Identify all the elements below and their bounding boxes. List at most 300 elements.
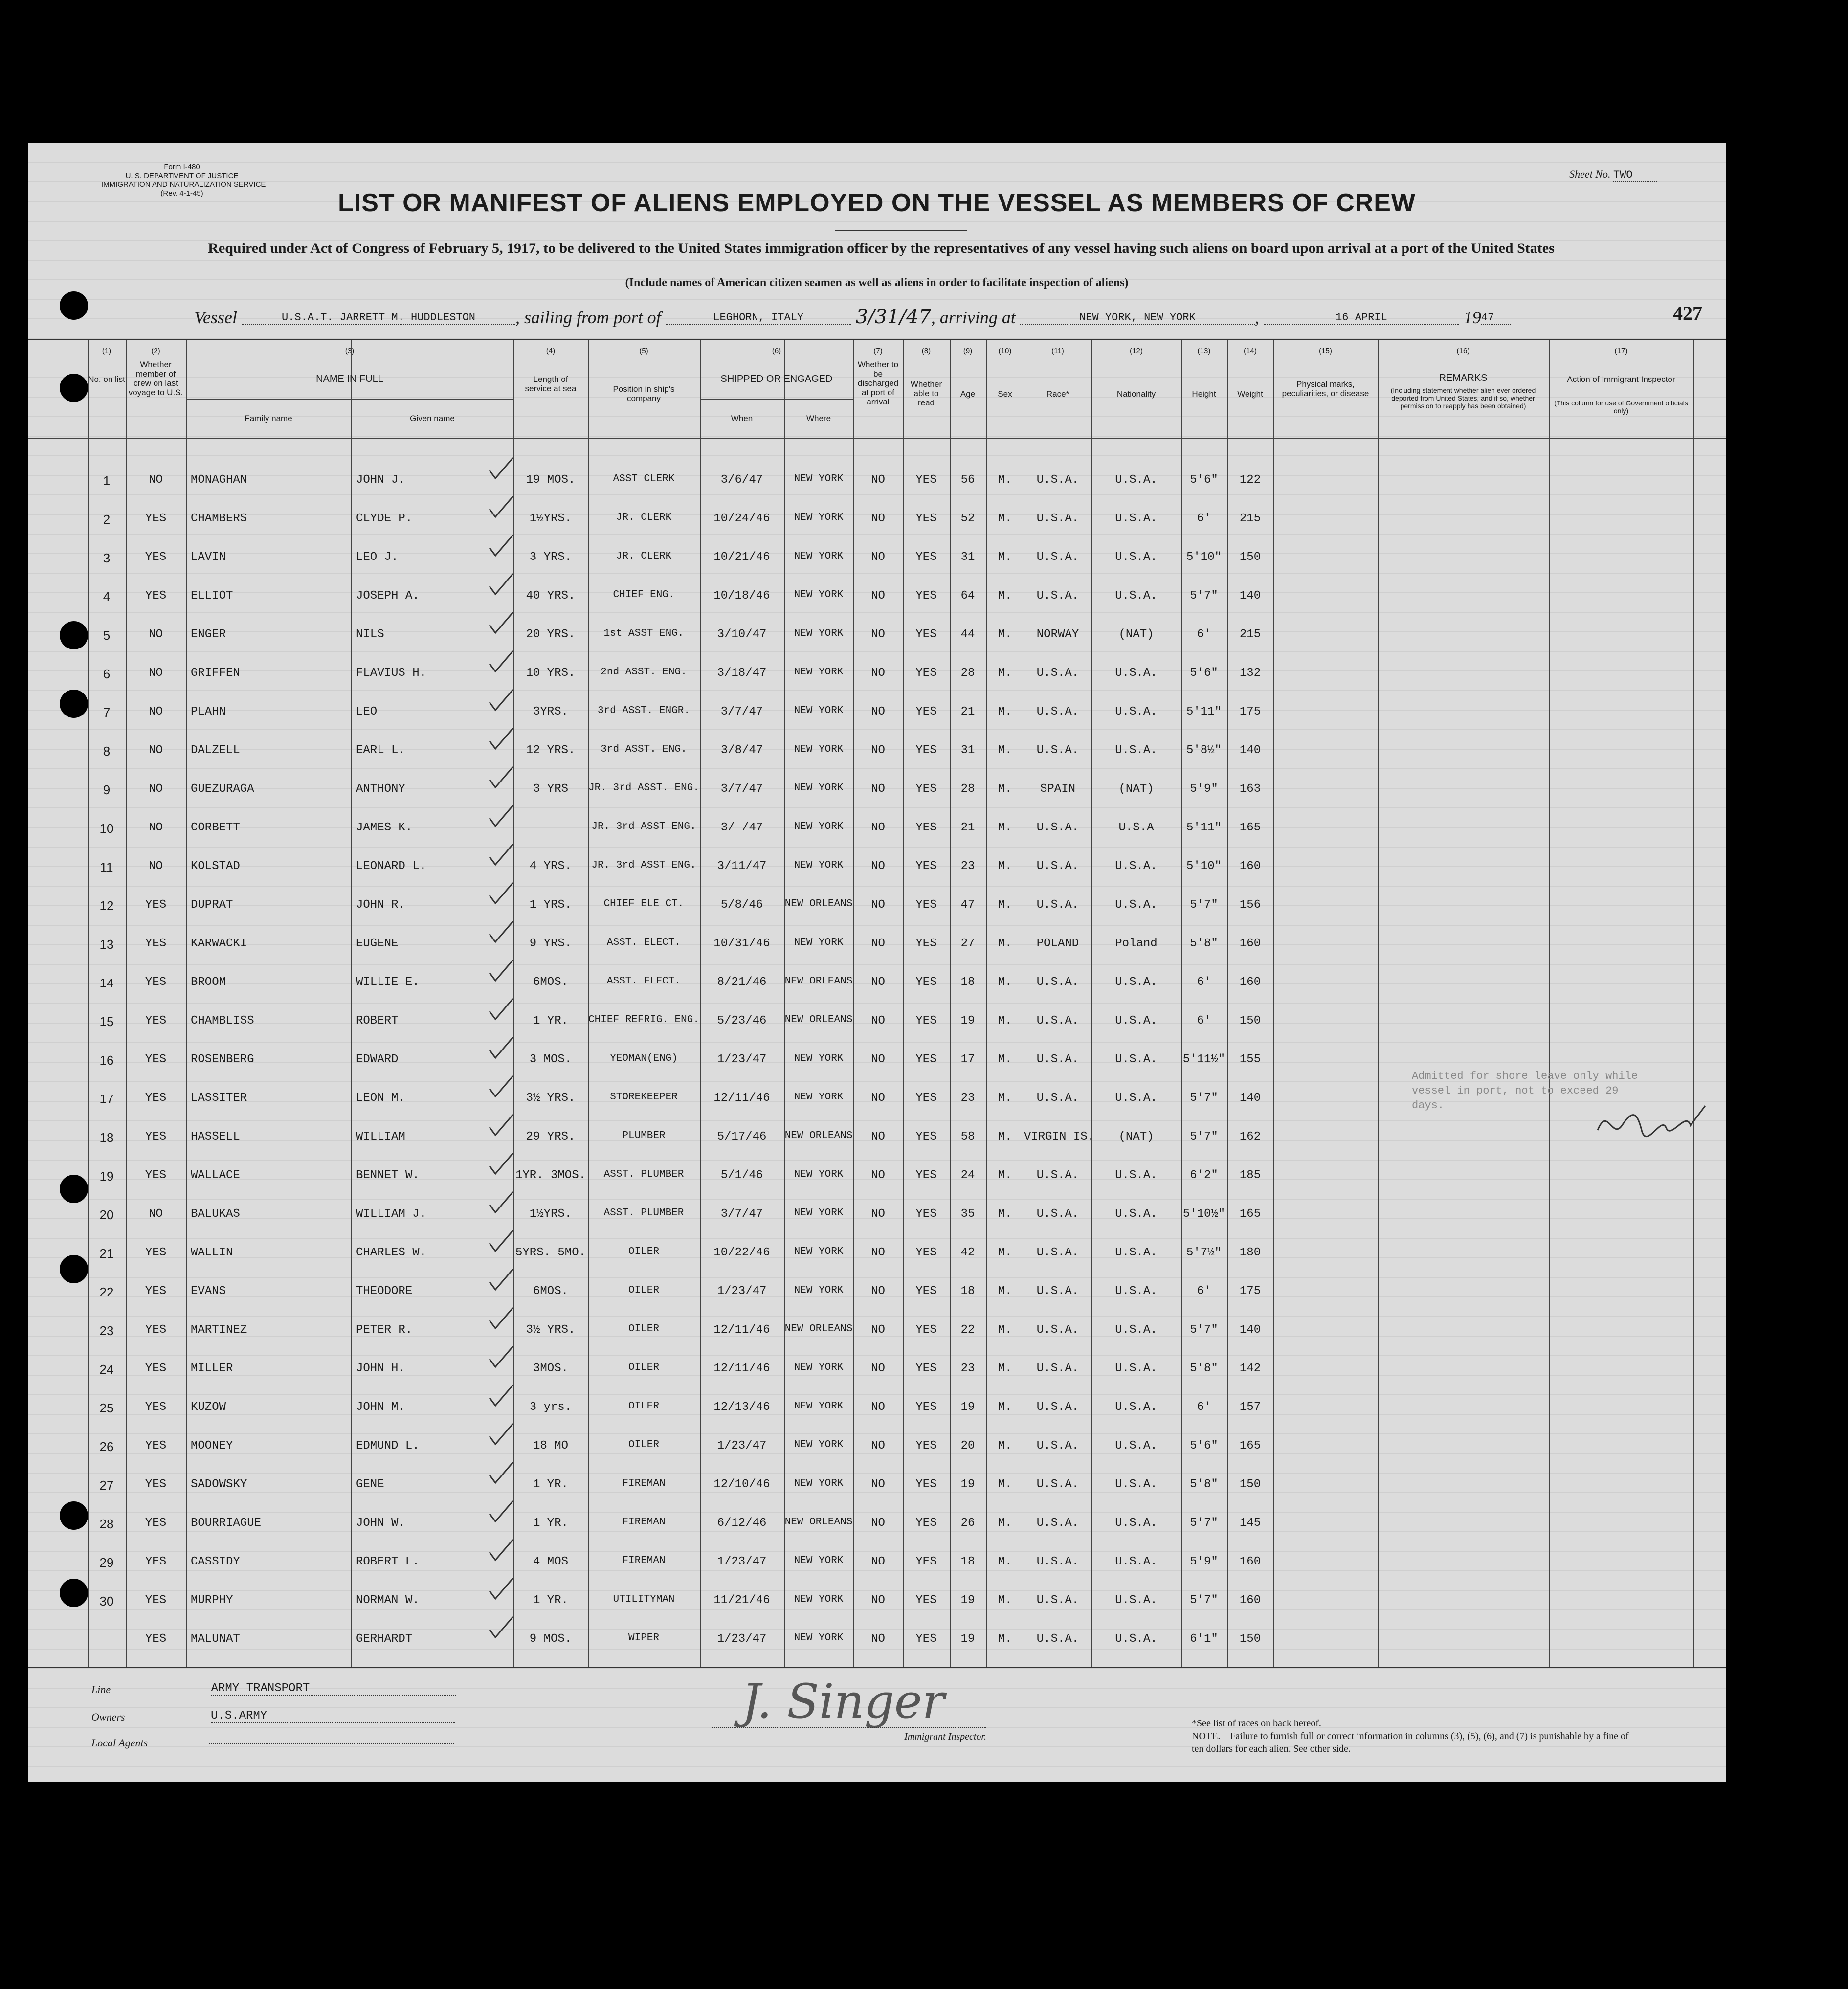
- height-value: 5'7": [1190, 1092, 1218, 1105]
- age-value: 42: [960, 1246, 975, 1259]
- last-voyage-value: NO: [149, 473, 163, 487]
- discharged-value: NO: [871, 1323, 885, 1337]
- weight-value: 163: [1239, 782, 1261, 796]
- weight-value: 122: [1239, 473, 1261, 487]
- able-to-read-value: YES: [915, 628, 937, 641]
- service-length-value: 1½YRS.: [529, 1207, 572, 1221]
- shipped-when-value: 3/7/47: [720, 782, 763, 796]
- height-value: 5'7": [1190, 1594, 1218, 1607]
- race-value: NORWAY: [1036, 628, 1079, 641]
- shipped-where-value: NEW YORK: [794, 1594, 844, 1605]
- able-to-read-value: YES: [915, 1555, 937, 1568]
- check-mark-icon: [488, 881, 515, 906]
- requirement-note: (Include names of American citizen seamen as well as aliens in order to facilitate inspection of aliens): [625, 276, 1129, 289]
- given-name-value: JOHN M.: [356, 1401, 405, 1414]
- position-value: ASST. PLUMBER: [603, 1207, 684, 1219]
- position-value: OILER: [628, 1285, 659, 1296]
- sex-value: M.: [998, 473, 1012, 487]
- row-number: 23: [99, 1323, 114, 1338]
- last-voyage-value: YES: [145, 1555, 167, 1568]
- nationality-value: U.S.A.: [1115, 1053, 1158, 1066]
- last-voyage-value: YES: [145, 1362, 167, 1375]
- able-to-read-value: YES: [915, 1439, 937, 1453]
- punch-hole: [60, 621, 88, 649]
- able-to-read-value: YES: [915, 1092, 937, 1105]
- arrival-port: NEW YORK, NEW YORK: [1020, 312, 1255, 325]
- check-mark-icon: [488, 533, 515, 559]
- last-voyage-value: YES: [145, 1246, 167, 1259]
- position-value: FIREMAN: [622, 1555, 666, 1566]
- height-value: 5'8": [1190, 937, 1218, 950]
- last-voyage-value: YES: [145, 1517, 167, 1530]
- sex-value: M.: [998, 589, 1012, 603]
- height-value: 5'11": [1186, 705, 1222, 718]
- discharged-value: NO: [871, 628, 885, 641]
- inspector-caption: Immigrant Inspector.: [904, 1731, 986, 1742]
- service-length-value: 40 YRS.: [526, 589, 576, 603]
- table-row: [28, 1119, 1726, 1158]
- col3-number: (3): [345, 347, 355, 355]
- family-name-value: BALUKAS: [191, 1207, 240, 1221]
- race-value: U.S.A.: [1036, 898, 1079, 912]
- height-value: 5'7": [1190, 1130, 1218, 1143]
- last-voyage-value: YES: [145, 1594, 167, 1607]
- given-name-value: ROBERT L.: [356, 1555, 420, 1568]
- col17-number: (17): [1614, 347, 1628, 355]
- position-value: ASST. ELECT.: [606, 937, 681, 948]
- family-name-value: WALLACE: [191, 1169, 240, 1182]
- page-title: LIST OR MANIFEST OF ALIENS EMPLOYED ON THE VESSEL AS MEMBERS OF CREW: [338, 189, 1416, 217]
- col10-number: (10): [998, 347, 1012, 355]
- weight-value: 157: [1239, 1401, 1261, 1414]
- footnote: *See list of races on back hereof. NOTE.—Failure to furnish full or correct information in columns (3), (5), (6), and (7) is punishable by a fine of ten dollars for each alien. See other side.: [1192, 1718, 1629, 1754]
- age-value: 26: [960, 1517, 975, 1530]
- race-value: U.S.A.: [1036, 1555, 1079, 1568]
- check-mark-icon: [488, 726, 515, 752]
- age-value: 22: [960, 1323, 975, 1337]
- age-value: 19: [960, 1014, 975, 1028]
- sex-value: M.: [998, 1439, 1012, 1453]
- nationality-value: U.S.A.: [1115, 1555, 1158, 1568]
- nationality-value: U.S.A.: [1115, 1517, 1158, 1530]
- shipped-when-value: 1/23/47: [717, 1632, 767, 1646]
- col11-number: (11): [1051, 347, 1064, 355]
- shipped-when-value: 12/10/46: [713, 1478, 770, 1491]
- given-name-value: JOHN W.: [356, 1517, 405, 1530]
- discharged-value: NO: [871, 512, 885, 525]
- position-value: ASST. PLUMBER: [603, 1169, 684, 1180]
- header-length-of-service: Length of service at sea: [525, 375, 577, 393]
- given-name-value: ANTHONY: [356, 782, 405, 796]
- service-length-value: 3MOS.: [533, 1362, 568, 1375]
- position-value: ASST CLERK: [613, 473, 675, 485]
- height-value: 5'11½": [1182, 1053, 1225, 1066]
- shipped-when-value: 10/21/46: [713, 551, 770, 564]
- row-number: 7: [103, 705, 111, 720]
- shipped-when-value: 10/22/46: [713, 1246, 770, 1259]
- race-value: POLAND: [1036, 937, 1079, 950]
- able-to-read-value: YES: [915, 1478, 937, 1491]
- race-value: U.S.A.: [1036, 1053, 1079, 1066]
- discharged-value: NO: [871, 1594, 885, 1607]
- row-number: 19: [99, 1169, 114, 1184]
- age-value: 47: [960, 898, 975, 912]
- family-name-value: BROOM: [191, 976, 226, 989]
- weight-value: 132: [1239, 667, 1261, 680]
- discharged-value: NO: [871, 589, 885, 603]
- table-row: [28, 617, 1726, 655]
- page-tear: [1780, 1286, 1795, 1325]
- nationality-value: U.S.A.: [1115, 1594, 1158, 1607]
- position-value: 3rd ASST. ENGR.: [597, 705, 690, 716]
- shipped-where-value: NEW YORK: [794, 1053, 844, 1064]
- able-to-read-value: YES: [915, 1517, 937, 1530]
- shipped-when-value: 6/12/46: [717, 1517, 767, 1530]
- shipped-when-value: 8/21/46: [717, 976, 767, 989]
- height-value: 6': [1197, 1285, 1211, 1298]
- check-mark-icon: [488, 1151, 515, 1177]
- age-value: 44: [960, 628, 975, 641]
- shipped-when-value: 3/8/47: [720, 744, 763, 757]
- able-to-read-value: YES: [915, 1246, 937, 1259]
- given-name-value: GERHARDT: [356, 1632, 413, 1646]
- nationality-value: U.S.A: [1118, 821, 1154, 834]
- row-number: 30: [99, 1594, 114, 1609]
- weight-value: 150: [1239, 1478, 1261, 1491]
- sex-value: M.: [998, 1517, 1012, 1530]
- height-value: 5'9": [1190, 1555, 1218, 1568]
- name-subheader-rule: [186, 399, 513, 400]
- header-bottom-rule: [28, 438, 1726, 439]
- weight-value: 155: [1239, 1053, 1261, 1066]
- given-name-value: CLYDE P.: [356, 512, 413, 525]
- position-value: PLUMBER: [622, 1130, 666, 1141]
- last-voyage-value: YES: [145, 1401, 167, 1414]
- row-number: 2: [103, 512, 111, 527]
- last-voyage-value: NO: [149, 744, 163, 757]
- able-to-read-value: YES: [915, 1169, 937, 1182]
- race-value: SPAIN: [1040, 782, 1075, 796]
- table-row: [28, 810, 1726, 849]
- table-row: [28, 1583, 1726, 1621]
- position-value: ASST. ELECT.: [606, 976, 681, 987]
- header-height: Height: [1192, 389, 1216, 399]
- position-value: OILER: [628, 1362, 659, 1373]
- position-value: WIPER: [628, 1632, 659, 1644]
- family-name-value: LAVIN: [191, 551, 226, 564]
- shipped-where-value: NEW YORK: [794, 589, 844, 601]
- last-voyage-value: YES: [145, 1092, 167, 1105]
- table-row: [28, 1158, 1726, 1196]
- given-name-value: JOHN J.: [356, 473, 405, 487]
- last-voyage-value: NO: [149, 667, 163, 680]
- nationality-value: U.S.A.: [1115, 1014, 1158, 1028]
- family-name-value: GUEZURAGA: [191, 782, 254, 796]
- last-voyage-value: YES: [145, 1053, 167, 1066]
- height-value: 6': [1197, 512, 1211, 525]
- family-name-value: MARTINEZ: [191, 1323, 247, 1337]
- header-inspector-note: (This column for use of Government officials only): [1554, 399, 1688, 415]
- height-value: 5'8½": [1186, 744, 1222, 757]
- service-length-value: 3 YRS: [533, 782, 568, 796]
- shipped-where-value: NEW YORK: [794, 821, 844, 832]
- header-no-on-list: No. on list: [88, 375, 125, 384]
- sex-value: M.: [998, 976, 1012, 989]
- family-name-value: GRIFFEN: [191, 667, 240, 680]
- race-value: VIRGIN IS.: [1024, 1130, 1095, 1143]
- race-value: U.S.A.: [1036, 1632, 1079, 1646]
- given-name-value: PETER R.: [356, 1323, 413, 1337]
- service-length-value: 3½ YRS.: [526, 1092, 576, 1105]
- check-mark-icon: [488, 997, 515, 1022]
- row-number: 8: [103, 744, 111, 759]
- height-value: 5'7": [1190, 1517, 1218, 1530]
- height-value: 6': [1197, 1014, 1211, 1028]
- nationality-value: (NAT): [1118, 1130, 1154, 1143]
- weight-value: 162: [1239, 1130, 1261, 1143]
- given-name-value: NORMAN W.: [356, 1594, 420, 1607]
- position-value: OILER: [628, 1323, 659, 1335]
- service-length-value: 1 YR.: [533, 1014, 568, 1028]
- able-to-read-value: YES: [915, 705, 937, 718]
- row-number: 17: [99, 1092, 114, 1106]
- service-length-value: 3 YRS.: [529, 551, 572, 564]
- service-length-value: 1 YR.: [533, 1594, 568, 1607]
- shipped-when-value: 5/1/46: [720, 1169, 763, 1182]
- header-age: Age: [960, 389, 976, 399]
- position-value: CHIEF REFRIG. ENG.: [588, 1014, 699, 1026]
- row-number: 14: [99, 976, 114, 990]
- table-row: [28, 965, 1726, 1003]
- row-number: 11: [100, 860, 113, 874]
- shipped-where-value: NEW YORK: [794, 1362, 844, 1373]
- departure-port: LEGHORN, ITALY: [666, 312, 851, 325]
- punch-hole: [60, 374, 88, 402]
- row-number: 9: [103, 782, 111, 797]
- position-value: 3rd ASST. ENG.: [601, 744, 687, 755]
- row-number: 20: [99, 1207, 114, 1222]
- height-value: 5'6": [1190, 1439, 1218, 1453]
- nationality-value: U.S.A.: [1115, 705, 1158, 718]
- discharged-value: NO: [871, 1632, 885, 1646]
- shipped-where-value: NEW YORK: [794, 1285, 844, 1296]
- header-last-voyage: Whether member of crew on last voyage to U.S.: [128, 360, 183, 397]
- race-value: U.S.A.: [1036, 1285, 1079, 1298]
- weight-value: 165: [1239, 821, 1261, 834]
- shipped-where-value: NEW YORK: [794, 744, 844, 755]
- shipped-where-value: NEW YORK: [794, 1555, 844, 1566]
- shipped-when-value: 3/11/47: [717, 860, 767, 873]
- able-to-read-value: YES: [915, 1323, 937, 1337]
- weight-value: 140: [1239, 1092, 1261, 1105]
- able-to-read-value: YES: [915, 1014, 937, 1028]
- shipped-when-value: 5/23/46: [717, 1014, 767, 1028]
- race-value: U.S.A.: [1036, 1401, 1079, 1414]
- punch-hole: [60, 1175, 88, 1203]
- row-number: 28: [99, 1517, 114, 1531]
- discharged-value: NO: [871, 744, 885, 757]
- last-voyage-value: YES: [145, 1014, 167, 1028]
- last-voyage-value: YES: [145, 898, 167, 912]
- able-to-read-value: YES: [915, 512, 937, 525]
- able-to-read-value: YES: [915, 1130, 937, 1143]
- given-name-value: LEON M.: [356, 1092, 405, 1105]
- age-value: 24: [960, 1169, 975, 1182]
- family-name-value: MALUNAT: [191, 1632, 240, 1646]
- height-value: 5'10½": [1182, 1207, 1225, 1221]
- position-value: CHIEF ELE CT.: [603, 898, 684, 910]
- family-name-value: CHAMBERS: [191, 512, 247, 525]
- race-value: U.S.A.: [1036, 512, 1079, 525]
- table-row: [28, 694, 1726, 733]
- sex-value: M.: [998, 1285, 1012, 1298]
- able-to-read-value: YES: [915, 473, 937, 487]
- family-name-value: CHAMBLISS: [191, 1014, 254, 1028]
- weight-value: 160: [1239, 1555, 1261, 1568]
- table-row: [28, 1390, 1726, 1428]
- position-value: STOREKEEPER: [610, 1092, 678, 1103]
- nationality-value: U.S.A.: [1115, 1323, 1158, 1337]
- height-value: 5'7": [1190, 589, 1218, 603]
- header-given-name: Given name: [410, 414, 455, 423]
- check-mark-icon: [488, 572, 515, 597]
- nationality-value: U.S.A.: [1115, 1478, 1158, 1491]
- discharged-value: NO: [871, 1362, 885, 1375]
- race-value: U.S.A.: [1036, 705, 1079, 718]
- family-name-value: PLAHN: [191, 705, 226, 718]
- check-mark-icon: [488, 1499, 515, 1524]
- header-when: When: [731, 414, 753, 423]
- sex-value: M.: [998, 1246, 1012, 1259]
- race-value: U.S.A.: [1036, 860, 1079, 873]
- discharged-value: NO: [871, 1169, 885, 1182]
- shipped-when-value: 1/23/47: [717, 1555, 767, 1568]
- table-row: [28, 1429, 1726, 1467]
- service-length-value: 20 YRS.: [526, 628, 576, 641]
- service-length-value: 12 YRS.: [526, 744, 576, 757]
- row-number: 15: [99, 1014, 114, 1029]
- col16-number: (16): [1456, 347, 1470, 355]
- header-remarks-note: (Including statement whether alien ever ordered deported from United States, and if so, whether permission to reapply has been obtained): [1390, 386, 1536, 410]
- last-voyage-value: NO: [149, 782, 163, 796]
- shipped-where-value: NEW ORLEANS: [784, 1323, 853, 1335]
- last-voyage-value: NO: [149, 1207, 163, 1221]
- service-length-value: 1 YR.: [533, 1517, 568, 1530]
- sex-value: M.: [998, 1323, 1012, 1337]
- last-voyage-value: YES: [145, 1478, 167, 1491]
- age-value: 20: [960, 1439, 975, 1453]
- able-to-read-value: YES: [915, 898, 937, 912]
- weight-value: 150: [1239, 551, 1261, 564]
- vessel-line: Vessel U.S.A.T. JARRETT M. HUDDLESTON , sailing from port of LEGHORN, ITALY 3/31/47, arriving at NEW YORK, NEW YORK , 16 APRIL 1947: [194, 306, 1511, 328]
- able-to-read-value: YES: [915, 1594, 937, 1607]
- check-mark-icon: [488, 919, 515, 945]
- sex-value: M.: [998, 1207, 1012, 1221]
- height-value: 6': [1197, 976, 1211, 989]
- shipped-when-value: 5/8/46: [720, 898, 763, 912]
- sex-value: M.: [998, 628, 1012, 641]
- shipped-where-value: NEW YORK: [794, 937, 844, 948]
- nationality-value: (NAT): [1118, 782, 1154, 796]
- shipped-where-value: NEW YORK: [794, 1246, 844, 1257]
- row-number: 29: [99, 1555, 114, 1570]
- able-to-read-value: YES: [915, 667, 937, 680]
- check-mark-icon: [488, 649, 515, 674]
- table-row: [28, 579, 1726, 617]
- shipped-where-value: NEW ORLEANS: [784, 976, 853, 987]
- discharged-value: NO: [871, 551, 885, 564]
- header-shipped-or-engaged: SHIPPED OR ENGAGED: [720, 374, 833, 384]
- given-name-value: LEONARD L.: [356, 860, 427, 873]
- row-number: 3: [103, 551, 111, 565]
- check-mark-icon: [488, 765, 515, 790]
- given-name-value: WILLIE E.: [356, 976, 420, 989]
- age-value: 28: [960, 782, 975, 796]
- shipped-when-value: 1/23/47: [717, 1285, 767, 1298]
- shipped-when-value: 10/18/46: [713, 589, 770, 603]
- col6-number: (6): [772, 347, 781, 355]
- given-name-value: LEO J.: [356, 551, 399, 564]
- able-to-read-value: YES: [915, 1207, 937, 1221]
- service-length-value: 1 YRS.: [529, 898, 572, 912]
- position-value: FIREMAN: [622, 1478, 666, 1489]
- weight-value: 142: [1239, 1362, 1261, 1375]
- col8-number: (8): [921, 347, 931, 355]
- punch-hole: [60, 1501, 88, 1530]
- family-name-value: ENGER: [191, 628, 226, 641]
- check-mark-icon: [488, 1113, 515, 1138]
- last-voyage-value: YES: [145, 1285, 167, 1298]
- row-number: 5: [103, 628, 111, 643]
- row-number: 24: [99, 1362, 114, 1377]
- weight-value: 160: [1239, 1594, 1261, 1607]
- col1-number: (1): [102, 347, 111, 355]
- shipped-where-value: NEW YORK: [794, 1207, 844, 1219]
- nationality-value: U.S.A.: [1115, 1169, 1158, 1182]
- able-to-read-value: YES: [915, 744, 937, 757]
- shipped-where-value: NEW YORK: [794, 667, 844, 678]
- shipped-when-value: 12/11/46: [713, 1323, 770, 1337]
- family-name-value: MURPHY: [191, 1594, 233, 1607]
- check-mark-icon: [488, 1615, 515, 1640]
- discharged-value: NO: [871, 1053, 885, 1066]
- row-number: 4: [103, 589, 111, 604]
- shipped-when-value: 5/17/46: [717, 1130, 767, 1143]
- position-value: YEOMAN(ENG): [610, 1053, 678, 1064]
- check-mark-icon: [488, 1267, 515, 1293]
- header-position: Position in ship's company: [613, 384, 675, 403]
- nationality-value: U.S.A.: [1115, 976, 1158, 989]
- given-name-value: EDMUND L.: [356, 1439, 420, 1453]
- position-value: JR. 3rd ASST. ENG.: [588, 782, 699, 794]
- shipped-where-value: NEW YORK: [794, 628, 844, 639]
- shipped-subheader-rule: [700, 399, 853, 400]
- col14-number: (14): [1244, 347, 1257, 355]
- discharged-value: NO: [871, 976, 885, 989]
- table-row: [28, 501, 1726, 539]
- weight-value: 165: [1239, 1439, 1261, 1453]
- height-value: 5'6": [1190, 473, 1218, 487]
- service-length-value: 4 YRS.: [529, 860, 572, 873]
- age-value: 21: [960, 705, 975, 718]
- service-length-value: 5YRS. 5MO.: [515, 1246, 586, 1259]
- header-remarks: REMARKS: [1439, 373, 1488, 383]
- nationality-value: Poland: [1115, 937, 1158, 950]
- row-number: 10: [99, 821, 114, 836]
- table-row: [28, 1197, 1726, 1235]
- service-length-value: 1½YRS.: [529, 512, 572, 525]
- inspector-signature: [712, 1669, 986, 1743]
